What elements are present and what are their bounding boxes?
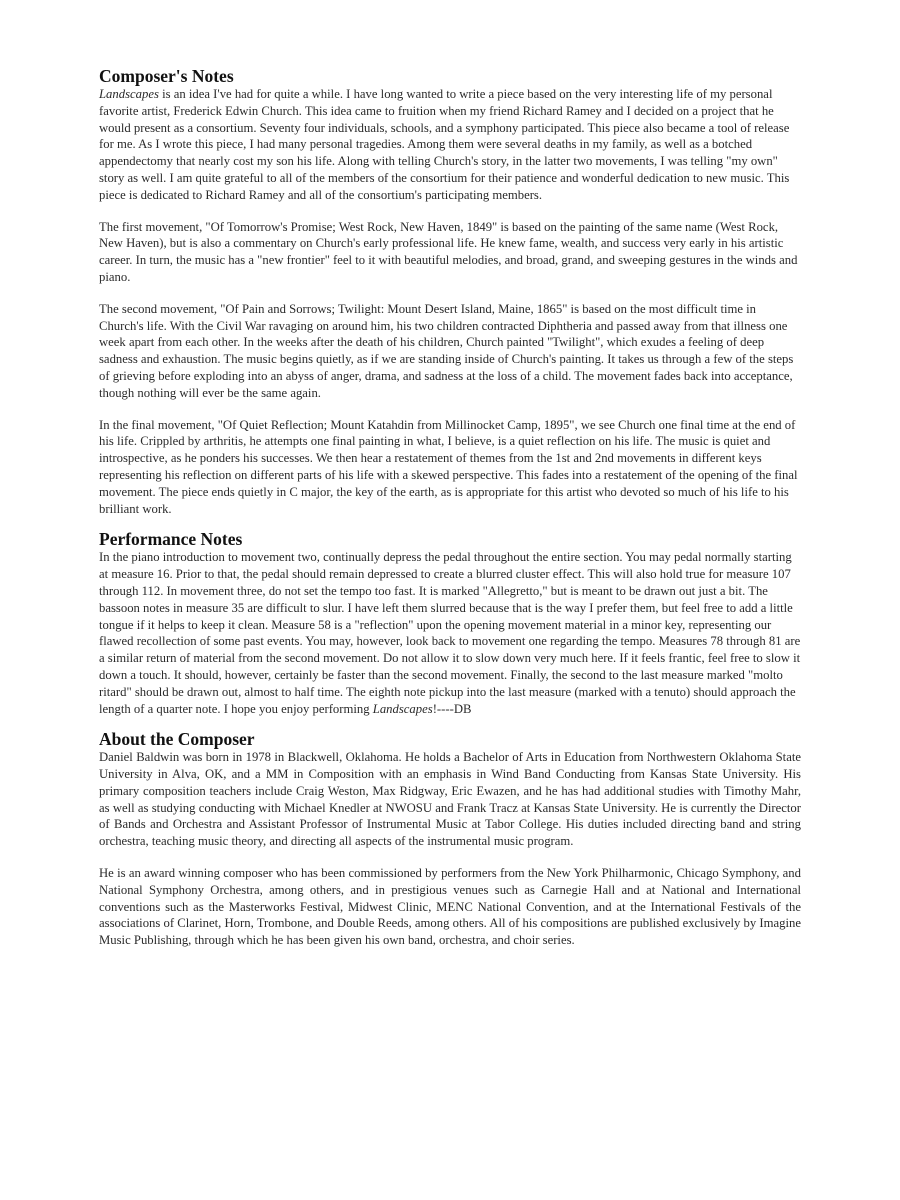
composers-notes-paragraph-1-text: is an idea I've had for quite a while. I have long wanted to write a piece based on the very interesting life of my personal favorite artist, Frederick Edwin Church. This idea came to fruition when my friend Richard Ramey and I decided on a project that he would present as a consortium. Seventy four individuals, schools, and a symphony participated. This piece also became a tool of release for me. As I wrote this piece, I had many personal tragedies. Among them were several deaths in my family, as well as a botched appendectomy that nearly cost my son his life. Along with telling Church's story, in the latter two movements, I was telling "my own" story as well. I am quite grateful to all of the members of the consortium for their patience and wonderful dedication to new music. This piece is dedicated to Richard Ramey and all of the consortium's participating members. (99, 87, 790, 202)
document-page (99, 66, 801, 949)
composers-notes-section (99, 66, 801, 517)
about-composer-section (99, 729, 801, 949)
performance-notes-section (99, 529, 801, 717)
composers-notes-paragraph-1 (99, 86, 801, 204)
composers-notes-heading: Composer's Notes (99, 66, 234, 86)
composers-notes-paragraph-2: The first movement, "Of Tomorrow's Promise; West Rock, New Haven, 1849" is based on the painting of the same name (West Rock, New Haven), but is also a commentary on Church's early professional life. He knew fame, wealth, and success very early in his artistic career. In turn, the music has a "new frontier" feel to it with beautiful melodies, and broad, grand, and sweeping gestures in the winds and piano. (99, 219, 798, 284)
work-title: Landscapes (372, 701, 433, 716)
performance-notes-heading: Performance Notes (99, 529, 243, 550)
composers-notes-paragraph-4: In the final movement, "Of Quiet Reflection; Mount Katahdin from Millinocket Camp, 1895", we see Church one final time at the end of his life. Crippled by arthritis, he attempts one final painting in what, I believe, is a quiet reflection on his life. The music is quiet and introspective, as he ponders his successes. We then hear a restatement of themes from the 1st and 2nd movements in different keys representing his reflection on different parts of his life with a skewed perspective. This fades into a restatement of the opening of the final movement. The piece ends quietly in C major, the key of the earth, as is appropriate for this artist who devoted so much of his life to his brilliant work. (99, 417, 798, 516)
performance-notes-text: In the piano introduction to movement two, continually depress the pedal throughout the entire section. You may pedal normally starting at measure 16. Prior to that, the pedal should remain depressed to create a blurred cluster effect. This will also hold true for measure 107 through 112. In movement three, do not set the tempo too fast. It is marked "Allegretto," but is meant to be drawn out just a bit. The bassoon notes in measure 35 are difficult to slur. I have left them slurred because that is the way I prefer them, but feel free to add a little tongue if it helps to keep it clean. Measure 58 is a "reflection" upon the opening movement material in a minor key, representing our flawed recollection of some past events. You may, however, look back to movement one regarding the tempo. Measures 78 through 81 are a similar return of material from the second movement. Do not allow it to slow down very much here. If it feels frantic, feel free to slow it down a touch. It should, however, certainly be faster than the second movement. Finally, the second to the last measure marked "molto ritard" should be drawn out, almost to half time. The eighth note pickup into the last measure (marked with a tenuto) should approach the length of a quarter note. I hope you enjoy performing (99, 550, 801, 716)
composers-notes-paragraph-3: The second movement, "Of Pain and Sorrows; Twilight: Mount Desert Island, Maine, 1865" is based on the most difficult time in Church's life. With the Civil War ravaging on around him, his two children contracted Diphtheria and passed away from that illness one week apart from each other. In the weeks after the death of his children, Church painted "Twilight", which exudes a feeling of deep sadness and exhaustion. The music begins quietly, as if we are standing inside of Church's painting. It takes us through a few of the steps of grieving before exploding into an abyss of anger, drama, and sadness at the loss of a child. The movement fades back into acceptance, though nothing will ever be the same again. (99, 301, 794, 400)
signature-text: !----DB (432, 701, 472, 716)
about-composer-paragraph-2: He is an award winning composer who has been commissioned by performers from the New York Philharmonic, Chicago Symphony, and National Symphony Orchestra, among others, and in prestigious venues such as Carnegie Hall and at National and International conventions such as the Masterworks Festival, Midwest Clinic, MENC National Convention, and at the International Festivals of the associations of Clarinet, Horn, Trombone, and Double Reeds, among others. All of his compositions are published exclusively by Imagine Music Publishing, through which he has been given his own band, orchestra, and choir series. (99, 866, 801, 948)
about-composer-heading: About the Composer (99, 729, 255, 750)
work-title: Landscapes (99, 87, 159, 101)
about-composer-paragraph-1: Daniel Baldwin was born in 1978 in Blackwell, Oklahoma. He holds a Bachelor of Arts in Education from Northwestern Oklahoma State University in Alva, OK, and a MM in Composition with an emphasis in Wind Band Conducting from Kansas State University. His primary composition teachers include Craig Weston, Max Ridgway, Eric Ewazen, and he has had additional studies with Timothy Mahr, as well as studying conducting with Michael Knedler at NWOSU and Frank Tracz at Kansas State University. He is currently the Director of Bands and Orchestra and Assistant Professor of Instrumental Music at Tabor College. His duties included directing band and string orchestra, teaching music theory, and directing all aspects of the instrumental music program. (99, 750, 801, 849)
performance-notes-paragraph (99, 549, 801, 717)
